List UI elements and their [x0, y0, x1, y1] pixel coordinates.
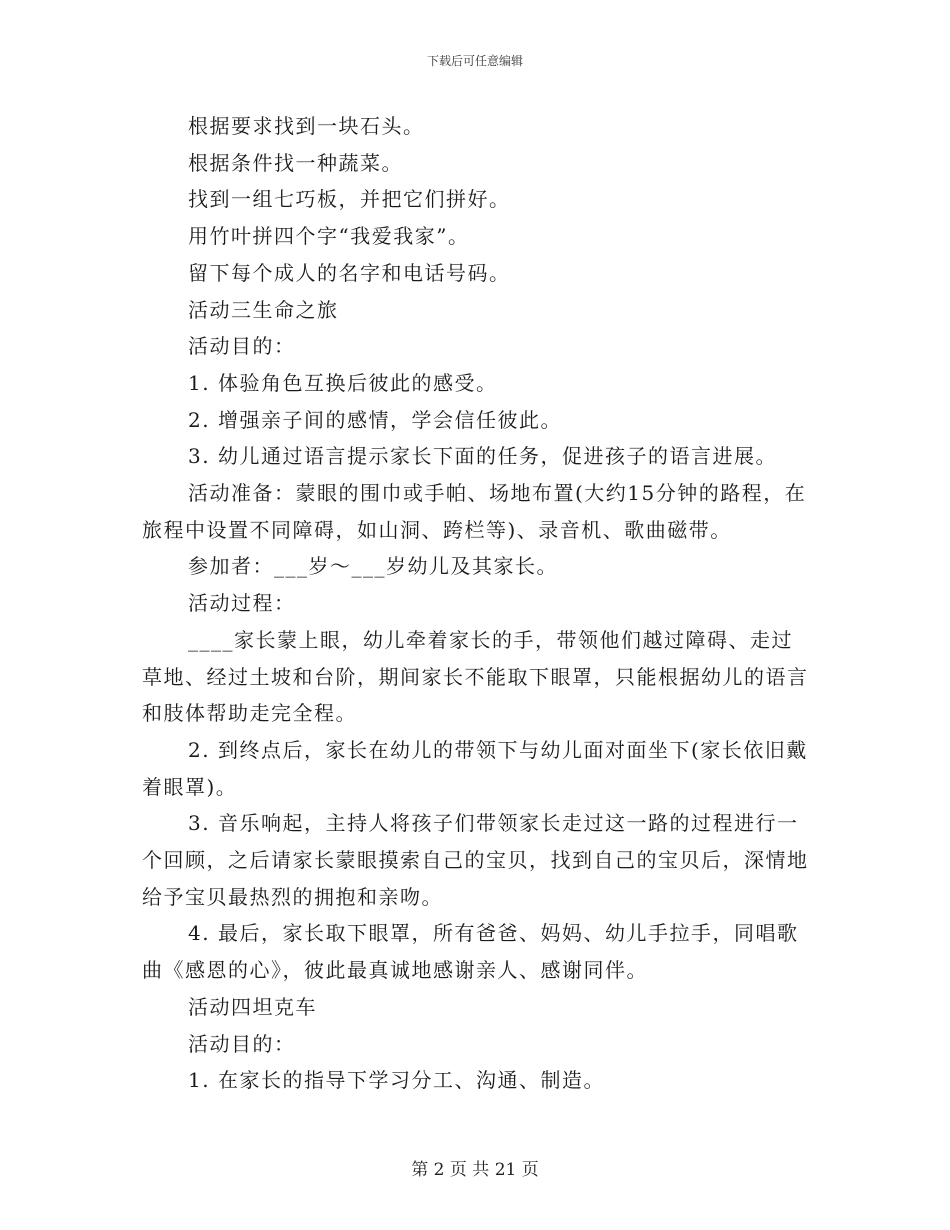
paragraph: 根据要求找到一块石头。 [188, 114, 425, 138]
subheading: 活动过程： [188, 591, 296, 616]
document-body [142, 108, 812, 1099]
list-item: 2. 增强亲子间的感情，学会信任彼此。 [188, 407, 562, 432]
paragraph: 留下每个成人的名字和电话号码。 [188, 260, 511, 285]
section-heading: 活动三生命之旅 [188, 297, 339, 322]
list-item: 2. 到终点后，家长在幼儿的带领下与幼儿面对面坐下(家长依旧戴着眼罩)。 [142, 737, 808, 799]
page-footer: 第 2 页 共 21 页 [411, 1160, 539, 1180]
paragraph: 用竹叶拼四个字“我爱我家”。 [188, 224, 470, 249]
list-item: 3. 音乐响起，主持人将孩子们带领家长走过这一路的过程进行一个回顾，之后请家长蒙眼摸索自己的宝贝，找到自己的宝贝后，深情地给予宝贝最热烈的拥抱和亲吻。 [142, 811, 809, 909]
section-heading: 活动四坦克车 [188, 994, 317, 1019]
list-item: ____家长蒙上眼，幼儿牵着家长的手，带领他们越过障碍、走过草地、经过土坡和台阶，期间家长不能取下眼罩，只能根据幼儿的语言和肢体帮助走完全程。 [142, 627, 809, 726]
page-header: 下载后可任意编辑 [426, 54, 523, 68]
list-item: 1. 体验角色互换后彼此的感受。 [188, 370, 498, 395]
paragraph: 参加者：___岁～___岁幼儿及其家长。 [188, 554, 558, 579]
list-item: 1. 在家长的指导下学习分工、沟通、制造。 [188, 1068, 605, 1093]
subheading: 活动目的： [188, 1031, 296, 1056]
paragraph: 根据条件找一种蔬菜。 [188, 150, 403, 175]
list-item: 3. 幼儿通过语言提示家长下面的任务，促进孩子的语言进展。 [188, 444, 777, 469]
paragraph: 找到一组七巧板，并把它们拼好。 [188, 187, 511, 212]
subheading: 活动目的： [188, 334, 296, 359]
list-item: 4. 最后，家长取下眼罩，所有爸爸、妈妈、幼儿手拉手，同唱歌曲《感恩的心》，彼此最真诚地感谢亲人、感谢同伴。 [142, 921, 799, 983]
paragraph: 活动准备：蒙眼的围巾或手帕、场地布置(大约15分钟的路程，在旅程中设置不同障碍，如山洞、跨栏等)、录音机、歌曲磁带。 [142, 481, 807, 542]
